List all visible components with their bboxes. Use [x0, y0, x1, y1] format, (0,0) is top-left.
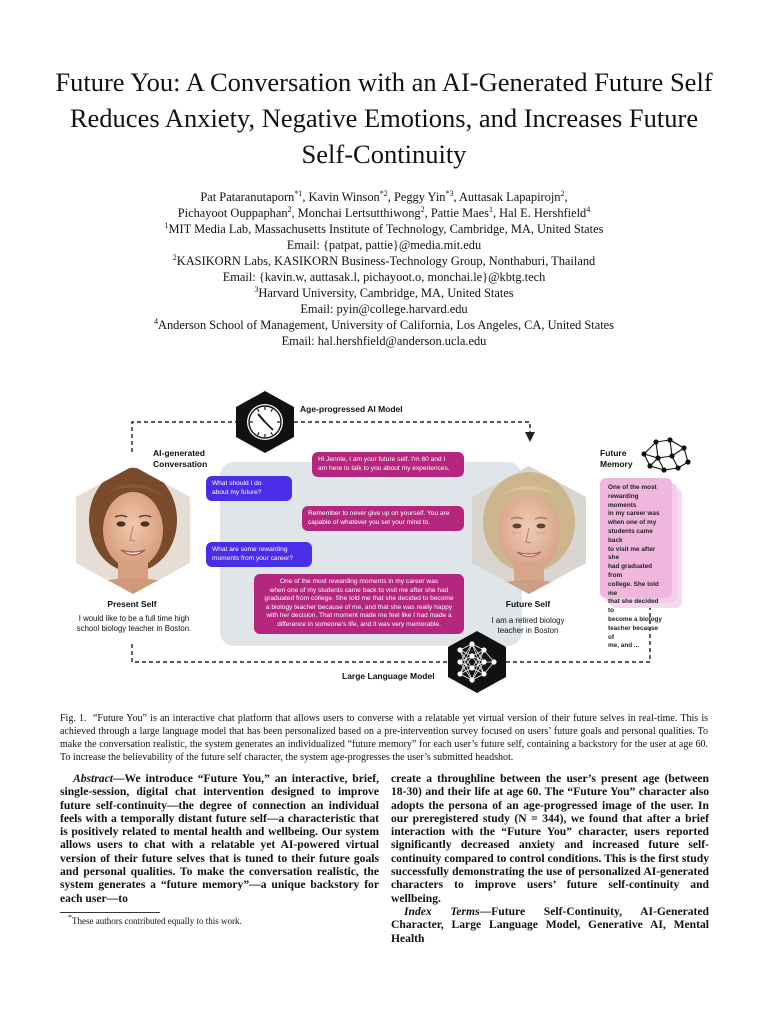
ai-conversation-label: AI-generated Conversation	[153, 448, 208, 469]
present-self-avatar	[74, 464, 192, 596]
llm-label: Large Language Model	[342, 671, 435, 681]
neural-network-icon	[446, 630, 508, 694]
footnote-divider	[60, 912, 160, 913]
age-model-label: Age-progressed AI Model	[300, 404, 403, 414]
ai-message-1: Hi Jennie, I am your future self. I'm 60 and I am here to talk to you about my experiences.	[312, 452, 464, 477]
abstract-text-left: We introduce “Future You,” an interactive, brief, single-session, digital chat intervention designed to improve future self-continuity—the degree of connection an individual feels with a temporally distant future self—a characteristic that is positively related to mental health and wellbeing. Our system allows users to chat with a relatable yet AI-powered virtual version of their future selves that is tuned to their future goals and personal qualities. To make the conversation realistic, the system generates a “future memory”—a unique backstory for each user—to	[60, 772, 379, 905]
future-self-avatar	[470, 464, 588, 596]
affiliation-3: $^3$Harvard University, Cambridge, MA, United States	[254, 284, 514, 300]
index-terms	[391, 905, 709, 945]
index-terms-text: —Future Self-Continuity, AI-Generated Character, Large Language Model, Generative AI, Mental Health	[391, 904, 709, 945]
abstract-left-column: Abstract—We introduce “Future You,” an interactive, brief, single-session, digital chat intervention designed to improve future self-continuity—the degree of connection an individual feels with a temporally distant future self—a characteristic that is positively related to mental health and wellbeing. Our system allows users to chat with a relatable yet AI-powered virtual version of their future selves that is tuned to their future goals and personal qualities. To make the conversation realistic, the system generates a “future memory”—a unique backstory for each user—to	[60, 772, 379, 905]
email-3: Email: pyin@college.harvard.edu	[300, 302, 468, 316]
abstract-text-right: create a throughline between the user’s present age (between 18-30) and their life at age 60. The “Future You” character also adopts the persona of an age-progressed image of the user. In our preregistered study (N = 344), we found that after a brief interaction with the “Future You” character, users reported significantly decreased anxiety and increased future self-continuity compared to control conditions. This is the first study successfully demonstrating the use of personalized AI-generated characters to improve users’ future self-continuity and wellbeing.	[391, 772, 709, 905]
footnote-text: These authors contributed equally to this work.	[72, 916, 242, 926]
author-name: Hal E. Hershfield	[499, 206, 587, 220]
future-memory-card: One of the most rewarding moments in my career was when one of my students came back to visit me after she had graduated from college. She told me that she decided to become a biology teacher because of me, and ...	[600, 478, 672, 598]
email-2: Email: {kavin.w, auttasak.l, pichayoot.o, monchai.le}@kbtg.tech	[222, 270, 546, 284]
future-memory-label: Future Memory	[600, 448, 633, 469]
user-message-2: What are some rewarding moments from your career?	[206, 542, 312, 567]
author-name: Peggy Yin	[393, 190, 446, 204]
author-line-1: Pat Pataranutaporn$^{*1}$, Kavin Winson$^{*2}$, Peggy Yin$^{*3}$, Auttasak Lapapirojn$^2$,	[200, 188, 568, 204]
email-4: Email: hal.hershfield@anderson.ucla.edu	[281, 334, 487, 348]
footnote	[60, 913, 379, 927]
abstract-label: Abstract	[73, 772, 113, 785]
affiliation-4: $^4$Anderson School of Management, University of California, Los Angeles, CA, United States	[154, 316, 614, 332]
author-name: Auttasak Lapapirojn	[458, 190, 561, 204]
author-name: Pat Pataranutaporn	[200, 190, 295, 204]
network-graph-icon	[638, 436, 692, 474]
caption-label: Fig. 1.	[60, 713, 87, 724]
abstract-right-column	[391, 772, 709, 945]
clock-icon	[234, 390, 296, 454]
figure-caption	[60, 712, 708, 764]
author-name: Monchai Lertsutthiwong	[297, 206, 421, 220]
footnote-mark: *	[68, 913, 72, 922]
affiliation-1: $^1$MIT Media Lab, Massachusetts Institute of Technology, Cambridge, MA, United States	[164, 220, 604, 236]
present-self-text: I would like to be a full time high school biology teacher in Boston.	[76, 614, 192, 633]
author-block	[60, 189, 708, 349]
author-line-2: Pichayoot Ouppaphan$^2$, Monchai Lertsutthiwong$^2$, Pattie Maes$^1$, Hal E. Hershfield$^4$	[177, 204, 591, 220]
present-self-title: Present Self	[107, 599, 157, 609]
author-name: Kavin Winson	[308, 190, 380, 204]
future-self-text: I am a retired biology teacher in Boston	[491, 616, 565, 635]
future-self-title: Future Self	[505, 599, 551, 609]
caption-text: “Future You” is an interactive chat platform that allows users to converse with a relatable yet virtual version of their future selves in real-time. This is achieved through a large language model that has been personalized based on a pre-intervention survey focused on users’ future goals and personal qualities. To make the conversation realistic, the system generates an individualized “future memory” for each user’s future self, containing a backstory for the user at age 60. To increase the believability of the future self character, the system age-progresses the user’s submitted headshot.	[60, 713, 709, 763]
ai-message-2: Remember to never give up on yourself. You are capable of whatever you set your mind to.	[302, 506, 464, 531]
author-name: Pichayoot Ouppaphan	[177, 206, 288, 220]
email-1: Email: {patpat, pattie}@media.mit.edu	[286, 238, 482, 252]
paper-title: Future You: A Conversation with an AI-Generated Future Self Reduces Anxiety, Negative Emotions, and Increases Future Self-Continuity	[55, 67, 713, 169]
ai-message-3: One of the most rewarding moments in my career was when one of my students came back to visit me after she had graduated from college. She told me that she decided to become a biology teacher because of me, and that she was really happy with her decision. That moment made me feel like I had made a difference in someone's life, and it was very memorable.	[254, 574, 464, 634]
author-name: Pattie Maes	[430, 206, 489, 220]
index-terms-label: Index Terms	[404, 904, 480, 918]
affiliation-2: $^2$KASIKORN Labs, KASIKORN Business-Technology Group, Nonthaburi, Thailand	[172, 252, 596, 268]
user-message-1: What should I do about my future?	[206, 476, 292, 501]
figure-1	[70, 386, 698, 688]
